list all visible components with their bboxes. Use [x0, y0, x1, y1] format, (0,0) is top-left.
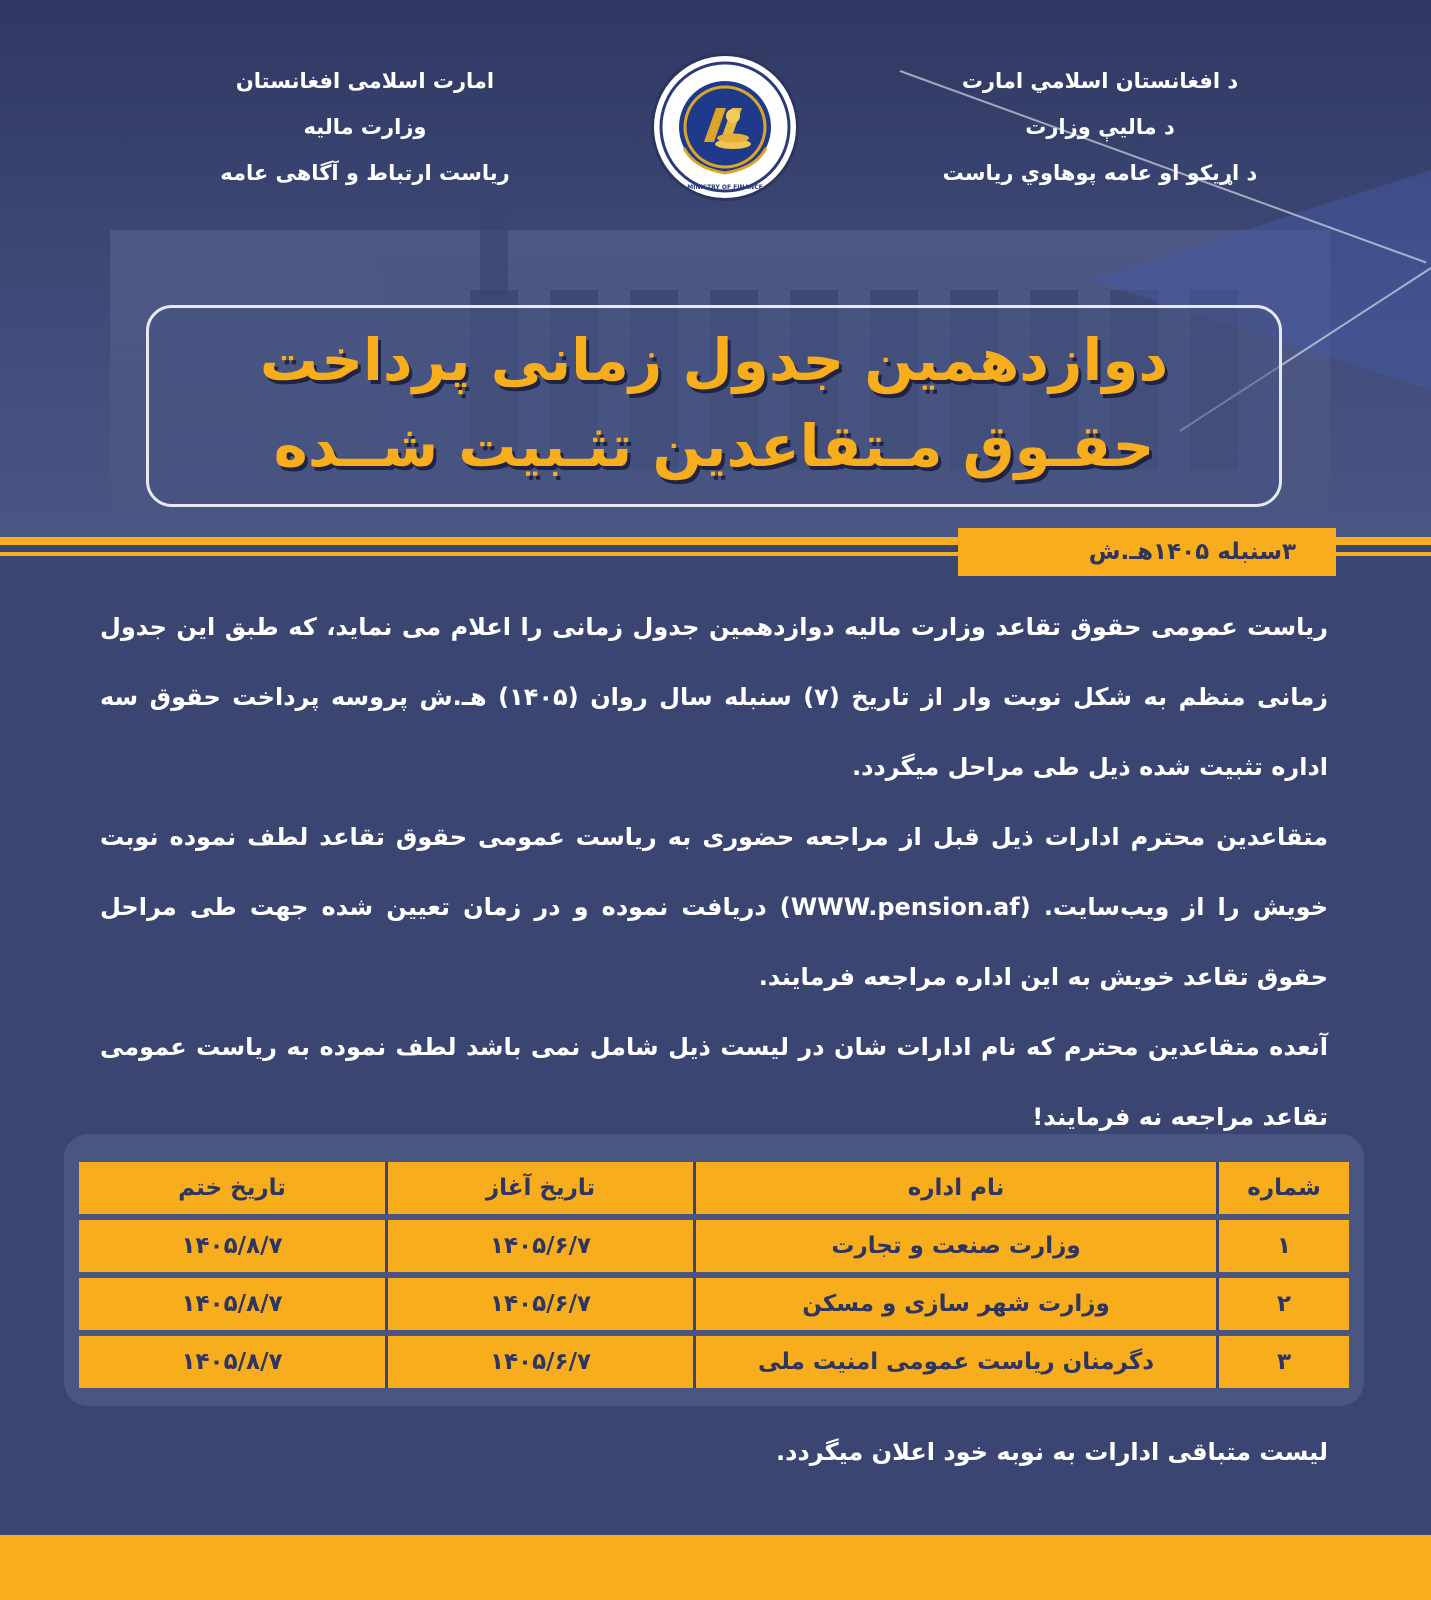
- col-header-end-date: تاریخ ختم: [79, 1162, 385, 1214]
- cell-end-date: ۱۴۰۵/۸/۷: [79, 1220, 385, 1272]
- cell-start-date: ۱۴۰۵/۶/۷: [385, 1278, 693, 1330]
- org-line-emirate: امارت اسلامی افغانستان: [235, 69, 495, 93]
- cell-start-date: ۱۴۰۵/۶/۷: [385, 1220, 693, 1272]
- footer-note: لیست متباقی ادارات به نوبه خود اعلان میگردد.: [776, 1438, 1328, 1466]
- org-names-pashto: [940, 58, 1260, 196]
- cell-number: ۱: [1216, 1220, 1349, 1272]
- footer-band: [0, 1535, 1431, 1600]
- schedule-table: [79, 1156, 1349, 1394]
- cell-number: ۳: [1216, 1336, 1349, 1388]
- date-label: ۳سنبله ۱۴۰۵هـ.ش: [958, 528, 1336, 576]
- header-banner: [0, 0, 1431, 540]
- cell-office: وزارت شهر سازی و مسکن: [693, 1278, 1216, 1330]
- cell-end-date: ۱۴۰۵/۸/۷: [79, 1336, 385, 1388]
- cell-end-date: ۱۴۰۵/۸/۷: [79, 1278, 385, 1330]
- org-line-emirate-ps: د افغانستان اسلامي امارت: [961, 69, 1239, 93]
- schedule-table-panel: [64, 1134, 1364, 1406]
- announcement-paragraph: آنعده متقاعدین محترم که نام ادارات شان در لیست ذیل شامل نمی باشد لطف نموده به ریاست عمومی تقاعد مراجعه نه فرمایند!: [100, 1033, 1328, 1131]
- announcement-paragraph: ریاست عمومی حقوق تقاعد وزارت مالیه دوازدهمین جدول زمانی را اعلام می نماید، که طبق این جدول زمانی منظم به شکل نوبت وار از تاریخ (۷) سنبله سال روان (۱۴۰۵) هـ.ش پروسه پرداخت حقوق سه اداره تثبیت شده ذیل طی مراحل میگردد.: [100, 613, 1328, 781]
- col-header-start-date: تاریخ آغاز: [385, 1162, 693, 1214]
- org-names-dari: [220, 58, 510, 196]
- ministry-of-finance-seal-icon: [654, 56, 796, 198]
- table-header-row: [79, 1162, 1349, 1214]
- announcement-paragraph: متقاعدین محترم ادارات ذیل قبل از مراجعه حضوری به ریاست عمومی حقوق تقاعد لطف نموده نوبت خویش را از ویب‌سایت. (WWW.pension.af) دریافت نموده و در زمان تعیین شده جهت طی مراحل حقوق تقاعد خویش به این اداره مراجعه فرمایند.: [100, 823, 1328, 991]
- title-box: [146, 305, 1282, 507]
- col-header-number: شماره: [1216, 1162, 1349, 1214]
- org-line-directorate: ریاست ارتباط و آگاهی عامه: [220, 161, 510, 185]
- table-row: [79, 1278, 1349, 1330]
- org-line-ministry-ps: د ماليې وزارت: [1025, 115, 1175, 139]
- org-line-ministry: وزارت مالیه: [303, 115, 427, 139]
- cell-office: وزارت صنعت و تجارت: [693, 1220, 1216, 1272]
- cell-start-date: ۱۴۰۵/۶/۷: [385, 1336, 693, 1388]
- cell-office: دگرمنان ریاست عمومی امنیت ملی: [693, 1336, 1216, 1388]
- announcement-body: [100, 592, 1328, 1152]
- table-row: [79, 1336, 1349, 1388]
- page-title-line2: حقـوق مـتقاعدین تثـبیت شــده: [273, 412, 1155, 480]
- table-row: [79, 1220, 1349, 1272]
- page-title-line1: دوازدهمین جدول زمانی پرداخت: [259, 326, 1169, 394]
- col-header-office: نام اداره: [693, 1162, 1216, 1214]
- cell-number: ۲: [1216, 1278, 1349, 1330]
- svg-text:MINISTRY OF FINANCE: MINISTRY OF FINANCE: [687, 184, 763, 191]
- org-line-directorate-ps: د اړيکو او عامه پوهاوي رياست: [942, 161, 1258, 185]
